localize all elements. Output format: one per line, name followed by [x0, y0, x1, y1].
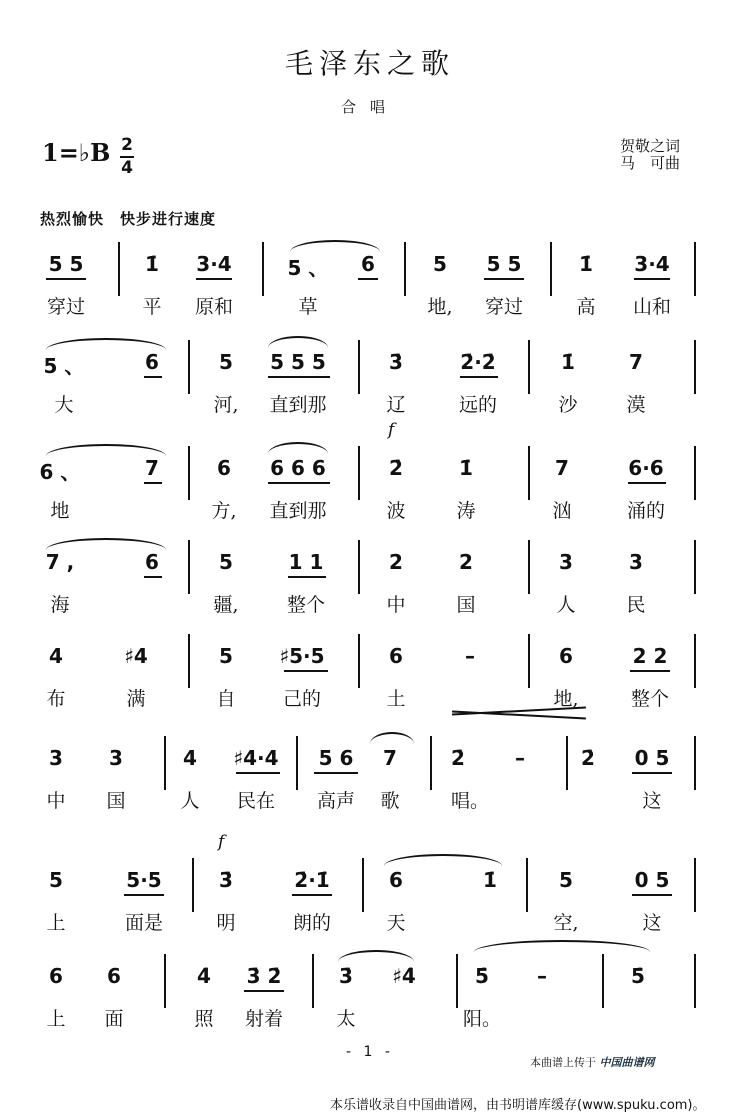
underline	[144, 576, 162, 578]
underline	[268, 376, 330, 378]
lyric: 直到那	[269, 394, 327, 416]
underline	[288, 576, 326, 578]
lyric: 自	[216, 688, 236, 710]
lyric: 疆,	[213, 594, 239, 616]
score-system-5	[0, 634, 740, 724]
lyric: 穿过	[46, 296, 86, 318]
lyric: 人	[180, 790, 200, 812]
barline	[188, 634, 190, 688]
lyric: 中	[46, 790, 66, 812]
slur	[46, 338, 166, 350]
lyric: 沙	[558, 394, 578, 416]
lyric: 上	[46, 912, 66, 934]
lyric: 涌的	[626, 500, 666, 522]
slur	[370, 732, 414, 744]
note: 5	[219, 644, 233, 668]
lyric: 直到那	[269, 500, 327, 522]
lyric: 面	[104, 1008, 124, 1030]
barline	[358, 634, 360, 688]
note: 2 2	[632, 644, 668, 668]
underline	[244, 990, 284, 992]
lyric: 河,	[213, 394, 239, 416]
note: 4	[183, 746, 197, 770]
time-sig-top: 2	[121, 135, 133, 155]
barline	[550, 242, 552, 296]
lyric: 空,	[553, 912, 579, 934]
note: 5 、	[287, 256, 329, 280]
underline	[46, 278, 86, 280]
underline	[630, 670, 670, 672]
note: 2	[459, 550, 473, 574]
lyric: 国	[456, 594, 476, 616]
upload-note	[530, 1054, 655, 1070]
note: 0 5	[634, 746, 670, 770]
note: 6	[107, 964, 121, 988]
score-system-4	[0, 540, 740, 630]
barline	[602, 954, 604, 1008]
lyric: 地,	[553, 688, 579, 710]
score-system-8	[0, 954, 740, 1044]
underline	[634, 278, 670, 280]
lyric: 天	[386, 912, 406, 934]
barline	[188, 446, 190, 500]
time-sig-bottom: 4	[121, 158, 133, 178]
note: 3̇	[389, 350, 403, 374]
lyric: 地	[50, 500, 70, 522]
note: 4	[49, 644, 63, 668]
lyric: 平	[142, 296, 162, 318]
note: ♯4·4	[233, 746, 279, 770]
underline	[314, 772, 358, 774]
lyric: 土	[386, 688, 406, 710]
upload-text: 本曲谱上传于	[530, 1056, 596, 1069]
note: 3	[109, 746, 123, 770]
dynamic-marking: f	[218, 832, 225, 852]
note: 0 5	[634, 868, 670, 892]
lyric: 中	[386, 594, 406, 616]
barline	[694, 242, 696, 296]
barline	[404, 242, 406, 296]
note: 2̇·1̇	[294, 868, 330, 892]
note: 6 6 6	[270, 456, 326, 480]
barline	[456, 954, 458, 1008]
note: 2̇	[389, 456, 403, 480]
note: 2	[389, 550, 403, 574]
lyricist-credit: 贺敬之词	[620, 137, 681, 155]
underline	[484, 278, 524, 280]
lyric: 太	[336, 1008, 356, 1030]
note: 3	[629, 550, 643, 574]
lyric: 朗的	[292, 912, 332, 934]
note: 5	[559, 868, 573, 892]
lyric: 面是	[124, 912, 164, 934]
barline	[526, 858, 528, 912]
lyric: 辽	[386, 394, 406, 416]
barline	[694, 858, 696, 912]
note: 5 6	[318, 746, 354, 770]
score-system-7	[0, 858, 740, 948]
underline	[292, 894, 332, 896]
note: 5	[433, 252, 447, 276]
barline	[694, 634, 696, 688]
note: 6 、	[39, 460, 81, 484]
page-number: - 1 -	[346, 1044, 394, 1060]
note: 3·4	[634, 252, 670, 276]
note: 1̇	[459, 456, 473, 480]
barline	[566, 736, 568, 790]
slur	[46, 444, 166, 456]
underline	[632, 772, 672, 774]
lyric: 明	[216, 912, 236, 934]
lyric: 民在	[236, 790, 276, 812]
barline	[528, 340, 530, 394]
lyric: 国	[106, 790, 126, 812]
note: 7	[383, 746, 397, 770]
note: 3̇ 2̇	[246, 964, 282, 988]
barline	[358, 446, 360, 500]
lyric: 涛	[456, 500, 476, 522]
note: –	[515, 746, 525, 770]
underline	[124, 894, 164, 896]
triplet-slur	[268, 442, 328, 454]
lyric: 照	[194, 1008, 214, 1030]
lyric: 高	[576, 296, 596, 318]
score-system-3	[0, 446, 740, 536]
note: ♯4	[124, 644, 148, 668]
underline	[628, 482, 666, 484]
note: 5 、	[43, 354, 85, 378]
lyric: 民	[626, 594, 646, 616]
note: 6	[389, 644, 403, 668]
lyric: 波	[386, 500, 406, 522]
lyric: 高声	[316, 790, 356, 812]
note: 5 5	[486, 252, 522, 276]
note: 6	[49, 964, 63, 988]
note: 3	[559, 550, 573, 574]
note: 6	[145, 350, 159, 374]
lyric: 布	[46, 688, 66, 710]
barline	[262, 242, 264, 296]
underline	[236, 772, 280, 774]
barline	[188, 540, 190, 594]
score-system-2	[0, 340, 740, 430]
lyric: 阳。	[462, 1008, 502, 1030]
site-logo: 中国曲谱网	[599, 1056, 655, 1069]
lyric: 这	[642, 912, 662, 934]
score-system-6	[0, 736, 740, 826]
lyric: 整个	[286, 594, 326, 616]
note: 2̇	[451, 746, 465, 770]
note: 2̇	[581, 746, 595, 770]
time-signature	[120, 136, 134, 178]
lyric: 汹	[552, 500, 572, 522]
underline	[358, 278, 378, 280]
lyric: 歌	[380, 790, 400, 812]
triplet-slur	[268, 336, 328, 348]
barline	[192, 858, 194, 912]
note: 6	[361, 252, 375, 276]
barline	[188, 340, 190, 394]
underline	[284, 670, 328, 672]
note: 7 ,	[45, 550, 75, 574]
composer-credit: 马 可曲	[620, 154, 681, 172]
barline	[358, 540, 360, 594]
barline	[312, 954, 314, 1008]
barline	[694, 446, 696, 500]
note: 1̇	[561, 350, 575, 374]
underline	[144, 376, 162, 378]
note: 3	[49, 746, 63, 770]
note: 6	[145, 550, 159, 574]
note: 7	[145, 456, 159, 480]
barline	[358, 340, 360, 394]
key-signature: 1=♭B	[42, 138, 111, 167]
barline	[694, 540, 696, 594]
lyric: 满	[126, 688, 146, 710]
tempo-marking: 热烈愉快 快步进行速度	[40, 210, 217, 228]
note: 6	[559, 644, 573, 668]
dynamic-marking: f	[388, 420, 395, 440]
note: 5̇	[631, 964, 645, 988]
note: 3̇	[339, 964, 353, 988]
barline	[430, 736, 432, 790]
lyric: 穿过	[484, 296, 524, 318]
song-subtitle: 合唱	[340, 98, 399, 116]
lyric: 射着	[244, 1008, 284, 1030]
barline	[528, 446, 530, 500]
barline	[362, 858, 364, 912]
note: 3·4	[196, 252, 232, 276]
note: 5	[219, 550, 233, 574]
note: 7	[555, 456, 569, 480]
barline	[694, 736, 696, 790]
underline	[144, 482, 162, 484]
lyric: 山和	[632, 296, 672, 318]
note: ♯5·5	[279, 644, 325, 668]
note: 6	[389, 868, 403, 892]
note: ♯4̇	[392, 964, 416, 988]
barline	[118, 242, 120, 296]
lyric: 远的	[458, 394, 498, 416]
note: 5·5	[126, 868, 162, 892]
lyric: 己的	[282, 688, 322, 710]
credits	[620, 138, 680, 172]
barline	[694, 340, 696, 394]
barline	[528, 540, 530, 594]
underline	[196, 278, 232, 280]
barline	[164, 736, 166, 790]
score-system-1	[0, 242, 740, 332]
slur	[290, 240, 380, 252]
slur	[46, 538, 166, 550]
lyric: 海	[50, 594, 70, 616]
barline	[164, 954, 166, 1008]
note: 2̇·2̇	[460, 350, 496, 374]
lyric: 漠	[626, 394, 646, 416]
slur	[338, 950, 414, 962]
note: 1̇	[145, 252, 159, 276]
note: 5 5	[48, 252, 84, 276]
note: 6·6	[628, 456, 664, 480]
lyric: 人	[556, 594, 576, 616]
barline	[296, 736, 298, 790]
barline	[528, 634, 530, 688]
lyric: 上	[46, 1008, 66, 1030]
note: 4̇	[197, 964, 211, 988]
lyric: 大	[54, 394, 74, 416]
lyric: 方,	[211, 500, 237, 522]
note: 6	[217, 456, 231, 480]
barline	[694, 954, 696, 1008]
lyric: 原和	[194, 296, 234, 318]
note: 1̇	[579, 252, 593, 276]
footer-note: 本乐谱收录自中国曲谱网，由书明谱库缓存(www.spuku.com)。	[330, 1098, 706, 1113]
underline	[460, 376, 498, 378]
note: –	[537, 964, 547, 988]
note: 5̇	[475, 964, 489, 988]
underline	[268, 482, 330, 484]
underline	[632, 894, 672, 896]
lyric: 整个	[630, 688, 670, 710]
note: 3̇	[219, 868, 233, 892]
note: 5	[49, 868, 63, 892]
lyric: 这	[642, 790, 662, 812]
lyric: 地,	[427, 296, 453, 318]
lyric: 草	[298, 296, 318, 318]
note: 5 5 5	[270, 350, 326, 374]
note: 1̇	[483, 868, 497, 892]
slur	[384, 854, 502, 866]
song-title: 毛泽东之歌	[284, 47, 455, 80]
note: 7	[629, 350, 643, 374]
note: 1 1	[288, 550, 324, 574]
note: 5	[219, 350, 233, 374]
lyric: 唱。	[450, 790, 490, 812]
note: –	[465, 644, 475, 668]
